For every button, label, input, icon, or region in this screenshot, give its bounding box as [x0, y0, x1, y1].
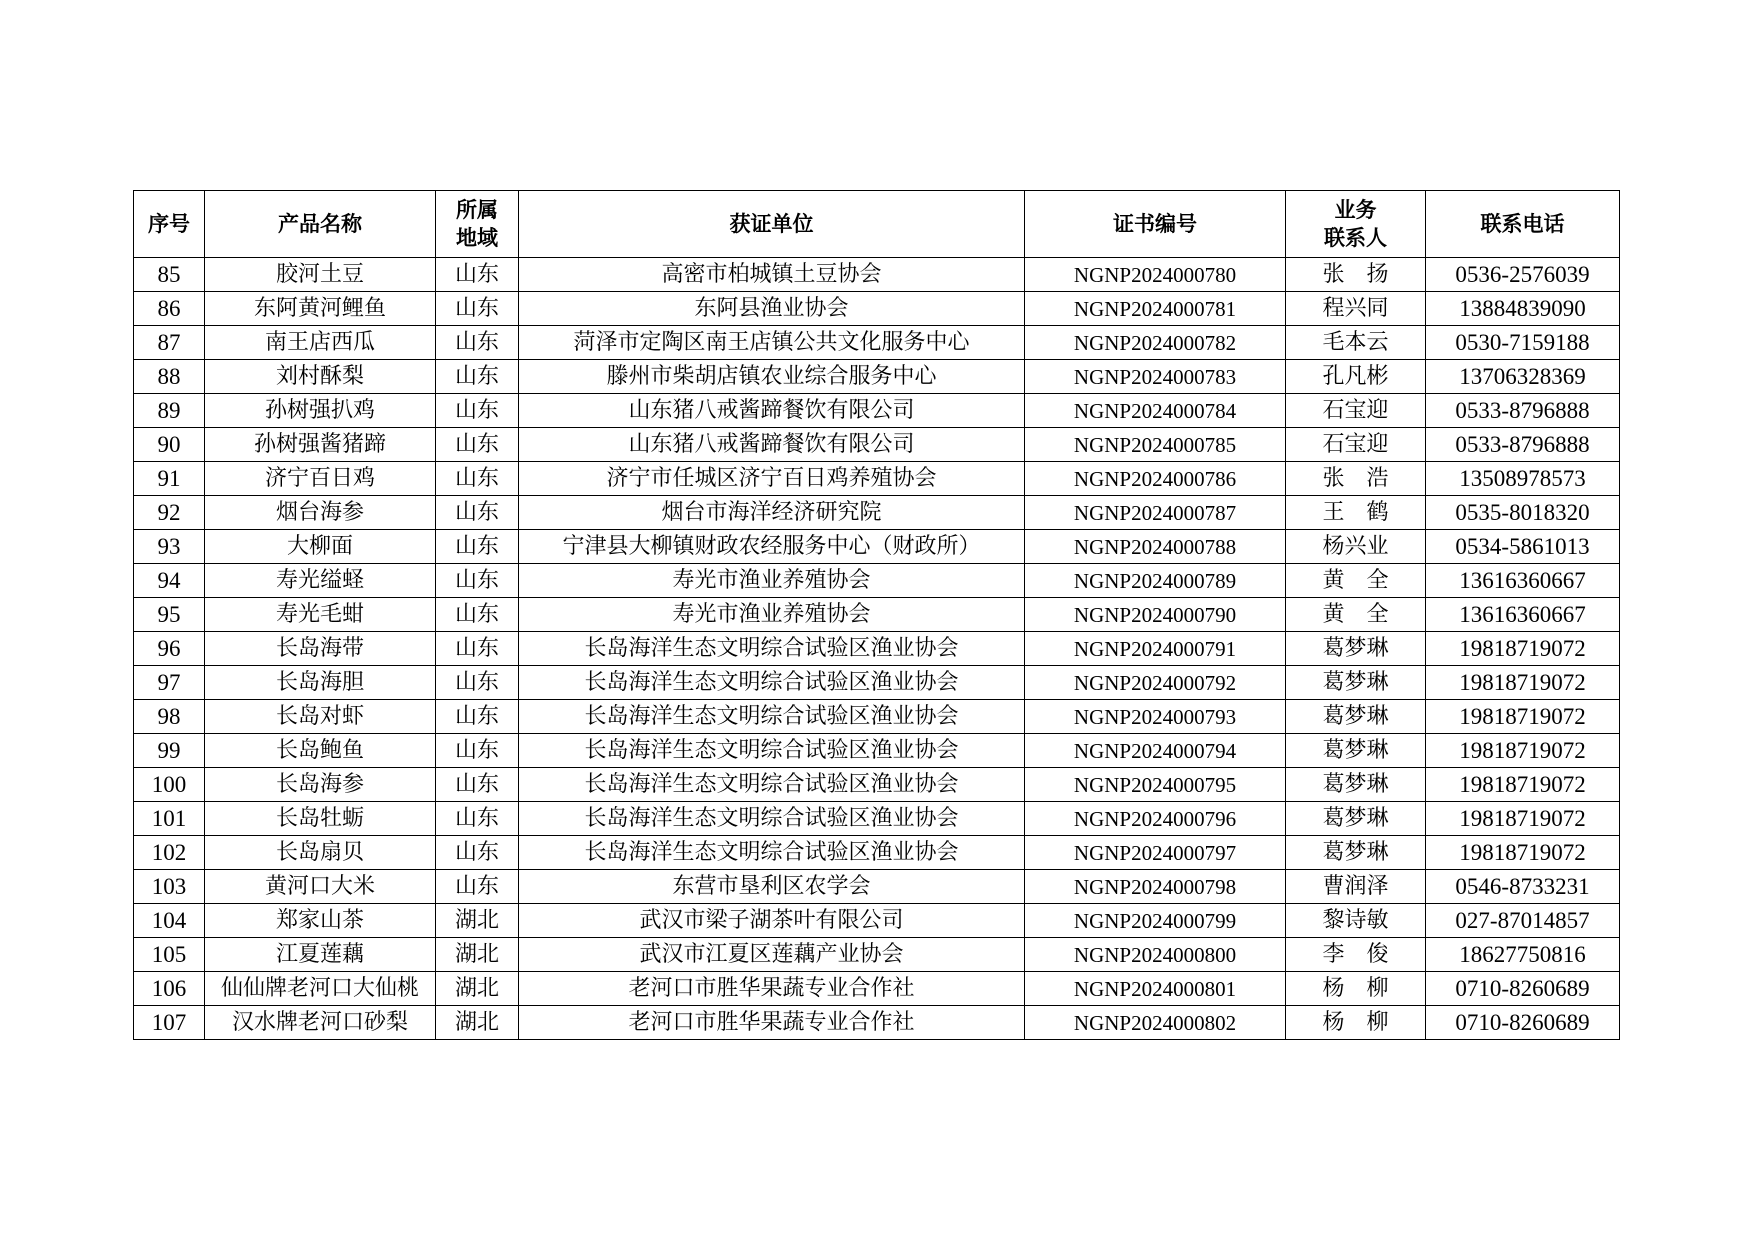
cell-contact: 葛梦琳: [1286, 632, 1426, 666]
cell-region: 山东: [436, 394, 519, 428]
cell-product-name: 江夏莲藕: [205, 938, 436, 972]
cell-phone: 0710-8260689: [1426, 972, 1620, 1006]
cell-certificate-number: NGNP2024000792: [1025, 666, 1286, 700]
cell-phone: 13508978573: [1426, 462, 1620, 496]
header-region: [436, 191, 519, 258]
cell-product-name: 黄河口大米: [205, 870, 436, 904]
cell-contact: 李 俊: [1286, 938, 1426, 972]
cell-region: 山东: [436, 734, 519, 768]
cell-contact: 杨 柳: [1286, 1006, 1426, 1040]
cell-certificate-number: NGNP2024000790: [1025, 598, 1286, 632]
cell-phone: 0533-8796888: [1426, 394, 1620, 428]
table-row: [134, 326, 1620, 360]
cell-region: 山东: [436, 360, 519, 394]
table-row: [134, 836, 1620, 870]
cell-product-name: 寿光缢蛏: [205, 564, 436, 598]
cell-product-name: 长岛海参: [205, 768, 436, 802]
cell-phone: 0546-8733231: [1426, 870, 1620, 904]
cell-product-name: 大柳面: [205, 530, 436, 564]
table-row: [134, 938, 1620, 972]
cell-certificate-number: NGNP2024000795: [1025, 768, 1286, 802]
table-row: [134, 666, 1620, 700]
cell-region: 山东: [436, 496, 519, 530]
cell-region: 山东: [436, 598, 519, 632]
table-row: [134, 564, 1620, 598]
cell-certified-unit: 山东猪八戒酱蹄餐饮有限公司: [519, 428, 1025, 462]
table-row: [134, 904, 1620, 938]
cell-certificate-number: NGNP2024000800: [1025, 938, 1286, 972]
cell-region: 山东: [436, 292, 519, 326]
table-row: [134, 972, 1620, 1006]
cell-certified-unit: 武汉市江夏区莲藕产业协会: [519, 938, 1025, 972]
cell-product-name: 南王店西瓜: [205, 326, 436, 360]
cell-product-name: 长岛鲍鱼: [205, 734, 436, 768]
cell-phone: 18627750816: [1426, 938, 1620, 972]
cell-region: 山东: [436, 836, 519, 870]
cell-seq: 99: [134, 734, 205, 768]
table-row: [134, 1006, 1620, 1040]
cell-product-name: 仙仙牌老河口大仙桃: [205, 972, 436, 1006]
cell-certificate-number: NGNP2024000785: [1025, 428, 1286, 462]
table-row: [134, 496, 1620, 530]
cell-seq: 90: [134, 428, 205, 462]
cell-certificate-number: NGNP2024000783: [1025, 360, 1286, 394]
cell-certified-unit: 寿光市渔业养殖协会: [519, 598, 1025, 632]
cell-certified-unit: 长岛海洋生态文明综合试验区渔业协会: [519, 666, 1025, 700]
cell-seq: 101: [134, 802, 205, 836]
cell-contact: 石宝迎: [1286, 394, 1426, 428]
table-row: [134, 768, 1620, 802]
cell-seq: 85: [134, 258, 205, 292]
cell-phone: 0710-8260689: [1426, 1006, 1620, 1040]
cell-certified-unit: 老河口市胜华果蔬专业合作社: [519, 1006, 1025, 1040]
cell-phone: 19818719072: [1426, 734, 1620, 768]
cell-certified-unit: 高密市柏城镇土豆协会: [519, 258, 1025, 292]
cell-product-name: 胶河土豆: [205, 258, 436, 292]
table-row: [134, 360, 1620, 394]
cell-contact: 程兴同: [1286, 292, 1426, 326]
cell-certificate-number: NGNP2024000789: [1025, 564, 1286, 598]
cell-contact: 黎诗敏: [1286, 904, 1426, 938]
cell-certified-unit: 东阿县渔业协会: [519, 292, 1025, 326]
cell-seq: 105: [134, 938, 205, 972]
cell-product-name: 寿光毛蚶: [205, 598, 436, 632]
cell-certified-unit: 山东猪八戒酱蹄餐饮有限公司: [519, 394, 1025, 428]
cell-phone: 19818719072: [1426, 666, 1620, 700]
cell-seq: 96: [134, 632, 205, 666]
cell-phone: 19818719072: [1426, 632, 1620, 666]
cell-certified-unit: 长岛海洋生态文明综合试验区渔业协会: [519, 836, 1025, 870]
cell-phone: 19818719072: [1426, 700, 1620, 734]
cell-seq: 95: [134, 598, 205, 632]
cell-certificate-number: NGNP2024000780: [1025, 258, 1286, 292]
cell-certified-unit: 长岛海洋生态文明综合试验区渔业协会: [519, 734, 1025, 768]
cell-contact: 石宝迎: [1286, 428, 1426, 462]
cell-region: 湖北: [436, 938, 519, 972]
header-region-line2: 地域: [456, 226, 498, 250]
table-row: [134, 734, 1620, 768]
cell-seq: 86: [134, 292, 205, 326]
cell-region: 山东: [436, 462, 519, 496]
cell-certificate-number: NGNP2024000801: [1025, 972, 1286, 1006]
cell-contact: 张 浩: [1286, 462, 1426, 496]
cell-certificate-number: NGNP2024000782: [1025, 326, 1286, 360]
header-contact: [1286, 191, 1426, 258]
header-certified-unit: 获证单位: [519, 191, 1025, 258]
cell-product-name: 烟台海参: [205, 496, 436, 530]
cell-product-name: 孙树强扒鸡: [205, 394, 436, 428]
cell-region: 山东: [436, 802, 519, 836]
cell-phone: 0536-2576039: [1426, 258, 1620, 292]
cell-certificate-number: NGNP2024000794: [1025, 734, 1286, 768]
cell-region: 山东: [436, 870, 519, 904]
certificate-table: [133, 190, 1620, 1040]
cell-product-name: 长岛扇贝: [205, 836, 436, 870]
cell-product-name: 长岛海带: [205, 632, 436, 666]
cell-seq: 104: [134, 904, 205, 938]
table-row: [134, 870, 1620, 904]
cell-certificate-number: NGNP2024000787: [1025, 496, 1286, 530]
cell-product-name: 刘村酥梨: [205, 360, 436, 394]
cell-phone: 19818719072: [1426, 836, 1620, 870]
cell-certificate-number: NGNP2024000781: [1025, 292, 1286, 326]
header-seq: 序号: [134, 191, 205, 258]
cell-certified-unit: 济宁市任城区济宁百日鸡养殖协会: [519, 462, 1025, 496]
table-row: [134, 530, 1620, 564]
cell-certified-unit: 滕州市柴胡店镇农业综合服务中心: [519, 360, 1025, 394]
table-row: [134, 292, 1620, 326]
cell-seq: 103: [134, 870, 205, 904]
cell-certified-unit: 长岛海洋生态文明综合试验区渔业协会: [519, 632, 1025, 666]
cell-contact: 孔凡彬: [1286, 360, 1426, 394]
cell-seq: 97: [134, 666, 205, 700]
cell-contact: 葛梦琳: [1286, 768, 1426, 802]
cell-seq: 94: [134, 564, 205, 598]
cell-product-name: 长岛海胆: [205, 666, 436, 700]
cell-region: 湖北: [436, 1006, 519, 1040]
cell-region: 山东: [436, 700, 519, 734]
cell-certified-unit: 长岛海洋生态文明综合试验区渔业协会: [519, 802, 1025, 836]
table-row: [134, 598, 1620, 632]
cell-certified-unit: 烟台市海洋经济研究院: [519, 496, 1025, 530]
cell-seq: 100: [134, 768, 205, 802]
table-row: [134, 258, 1620, 292]
cell-phone: 0534-5861013: [1426, 530, 1620, 564]
cell-contact: 葛梦琳: [1286, 734, 1426, 768]
cell-contact: 葛梦琳: [1286, 666, 1426, 700]
header-region-line1: 所属: [456, 198, 498, 222]
header-certificate-number: 证书编号: [1025, 191, 1286, 258]
cell-contact: 杨 柳: [1286, 972, 1426, 1006]
cell-contact: 杨兴业: [1286, 530, 1426, 564]
cell-certified-unit: 宁津县大柳镇财政农经服务中心（财政所）: [519, 530, 1025, 564]
cell-certificate-number: NGNP2024000784: [1025, 394, 1286, 428]
cell-seq: 87: [134, 326, 205, 360]
cell-phone: 13616360667: [1426, 564, 1620, 598]
cell-phone: 0535-8018320: [1426, 496, 1620, 530]
table-row: [134, 802, 1620, 836]
header-product-name: 产品名称: [205, 191, 436, 258]
table-row: [134, 462, 1620, 496]
cell-phone: 0533-8796888: [1426, 428, 1620, 462]
cell-product-name: 郑家山茶: [205, 904, 436, 938]
cell-certified-unit: 老河口市胜华果蔬专业合作社: [519, 972, 1025, 1006]
cell-certified-unit: 长岛海洋生态文明综合试验区渔业协会: [519, 768, 1025, 802]
cell-contact: 王 鹤: [1286, 496, 1426, 530]
cell-seq: 106: [134, 972, 205, 1006]
cell-certified-unit: 武汉市梁子湖茶叶有限公司: [519, 904, 1025, 938]
cell-certificate-number: NGNP2024000791: [1025, 632, 1286, 666]
cell-product-name: 长岛牡蛎: [205, 802, 436, 836]
cell-contact: 毛本云: [1286, 326, 1426, 360]
cell-region: 山东: [436, 326, 519, 360]
cell-certified-unit: 菏泽市定陶区南王店镇公共文化服务中心: [519, 326, 1025, 360]
cell-contact: 葛梦琳: [1286, 700, 1426, 734]
cell-phone: 13884839090: [1426, 292, 1620, 326]
cell-region: 山东: [436, 428, 519, 462]
cell-seq: 89: [134, 394, 205, 428]
cell-region: 山东: [436, 768, 519, 802]
cell-contact: 黄 全: [1286, 564, 1426, 598]
table-row: [134, 632, 1620, 666]
cell-phone: 19818719072: [1426, 768, 1620, 802]
header-contact-line1: 业务: [1334, 198, 1377, 222]
cell-certificate-number: NGNP2024000788: [1025, 530, 1286, 564]
cell-product-name: 济宁百日鸡: [205, 462, 436, 496]
table-row: [134, 428, 1620, 462]
cell-region: 山东: [436, 258, 519, 292]
cell-certificate-number: NGNP2024000796: [1025, 802, 1286, 836]
cell-phone: 13706328369: [1426, 360, 1620, 394]
cell-certified-unit: 寿光市渔业养殖协会: [519, 564, 1025, 598]
cell-region: 山东: [436, 666, 519, 700]
cell-certificate-number: NGNP2024000802: [1025, 1006, 1286, 1040]
cell-seq: 107: [134, 1006, 205, 1040]
cell-product-name: 东阿黄河鲤鱼: [205, 292, 436, 326]
cell-certified-unit: 东营市垦利区农学会: [519, 870, 1025, 904]
cell-product-name: 孙树强酱猪蹄: [205, 428, 436, 462]
cell-region: 山东: [436, 564, 519, 598]
table-body: [134, 258, 1620, 1040]
cell-phone: 19818719072: [1426, 802, 1620, 836]
table-header-row: [134, 191, 1620, 258]
cell-seq: 91: [134, 462, 205, 496]
cell-seq: 92: [134, 496, 205, 530]
cell-region: 山东: [436, 632, 519, 666]
cell-certificate-number: NGNP2024000799: [1025, 904, 1286, 938]
cell-certified-unit: 长岛海洋生态文明综合试验区渔业协会: [519, 700, 1025, 734]
cell-product-name: 长岛对虾: [205, 700, 436, 734]
cell-contact: 曹润泽: [1286, 870, 1426, 904]
header-phone: 联系电话: [1426, 191, 1620, 258]
cell-product-name: 汉水牌老河口砂梨: [205, 1006, 436, 1040]
header-contact-line2: 联系人: [1324, 226, 1387, 250]
cell-phone: 027-87014857: [1426, 904, 1620, 938]
cell-seq: 88: [134, 360, 205, 394]
cell-phone: 13616360667: [1426, 598, 1620, 632]
cell-certificate-number: NGNP2024000793: [1025, 700, 1286, 734]
cell-contact: 葛梦琳: [1286, 802, 1426, 836]
cell-phone: 0530-7159188: [1426, 326, 1620, 360]
cell-certificate-number: NGNP2024000798: [1025, 870, 1286, 904]
cell-seq: 102: [134, 836, 205, 870]
cell-contact: 葛梦琳: [1286, 836, 1426, 870]
cell-seq: 93: [134, 530, 205, 564]
table-row: [134, 700, 1620, 734]
cell-certificate-number: NGNP2024000786: [1025, 462, 1286, 496]
table-row: [134, 394, 1620, 428]
cell-contact: 黄 全: [1286, 598, 1426, 632]
cell-certificate-number: NGNP2024000797: [1025, 836, 1286, 870]
cell-seq: 98: [134, 700, 205, 734]
cell-region: 湖北: [436, 904, 519, 938]
cell-region: 山东: [436, 530, 519, 564]
cell-region: 湖北: [436, 972, 519, 1006]
cell-contact: 张 扬: [1286, 258, 1426, 292]
